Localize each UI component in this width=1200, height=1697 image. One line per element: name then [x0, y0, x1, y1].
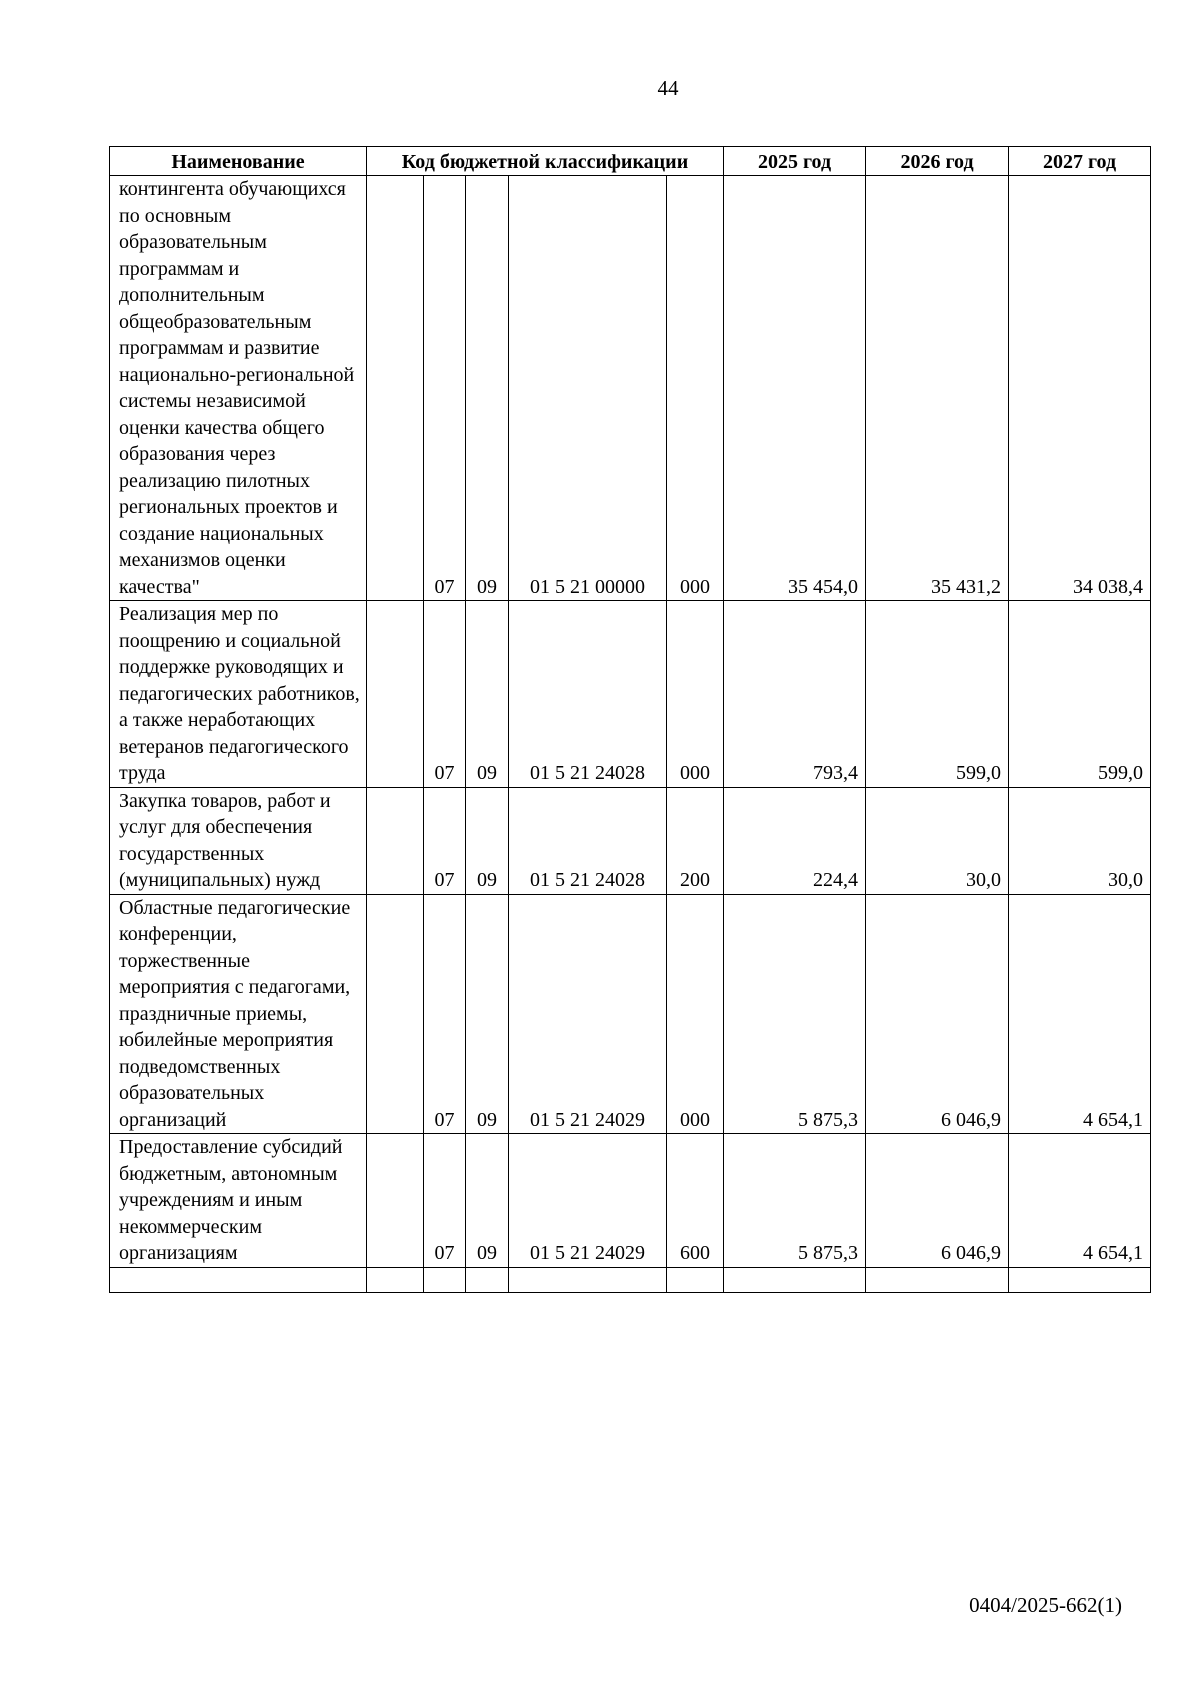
code-part-1	[367, 894, 424, 1134]
code-expense-type: 200	[667, 787, 724, 894]
value-2025: 35 454,0	[724, 176, 866, 601]
table-row	[110, 894, 1151, 1134]
empty-cell	[1009, 1267, 1151, 1292]
value-2027: 4 654,1	[1009, 1134, 1151, 1268]
value-2025: 5 875,3	[724, 894, 866, 1134]
table-row	[110, 176, 1151, 601]
code-section: 07	[424, 1134, 466, 1268]
value-2026: 599,0	[866, 601, 1009, 788]
code-section: 07	[424, 894, 466, 1134]
code-section: 07	[424, 601, 466, 788]
code-subsection: 09	[466, 601, 509, 788]
code-part-1	[367, 176, 424, 601]
value-2025: 5 875,3	[724, 1134, 866, 1268]
empty-cell	[667, 1267, 724, 1292]
header-name: Наименование	[110, 147, 367, 176]
empty-cell	[424, 1267, 466, 1292]
table-row	[110, 601, 1151, 788]
row-name: Закупка товаров, работ и услуг для обеспечения государственных (муниципальных) нужд	[110, 787, 367, 894]
value-2026: 6 046,9	[866, 894, 1009, 1134]
code-target-article: 01 5 21 24029	[509, 1134, 667, 1268]
code-subsection: 09	[466, 894, 509, 1134]
value-2025: 224,4	[724, 787, 866, 894]
empty-cell	[509, 1267, 667, 1292]
empty-cell	[466, 1267, 509, 1292]
code-part-1	[367, 787, 424, 894]
code-section: 07	[424, 787, 466, 894]
budget-table	[109, 146, 1151, 1293]
code-subsection: 09	[466, 1134, 509, 1268]
code-target-article: 01 5 21 24028	[509, 787, 667, 894]
header-budget-code: Код бюджетной классификации	[367, 147, 724, 176]
empty-cell	[110, 1267, 367, 1292]
row-name: Реализация мер по поощрению и социальной поддержке руководящих и педагогических работников, а также неработающих ветеранов педагогического труда	[110, 601, 367, 788]
code-target-article: 01 5 21 24028	[509, 601, 667, 788]
page-number: 44	[657, 76, 679, 100]
document-code: 0404/2025-662(1)	[969, 1593, 1122, 1617]
row-name: контингента обучающихся по основным образовательным программам и дополнительным общеобразовательным программам и развитие национально-региональной системы независимой оценки качества общего образования через реализацию пилотных региональных проектов и создание национальных механизмов оценки качества"	[110, 176, 367, 601]
value-2026: 35 431,2	[866, 176, 1009, 601]
table-row	[110, 787, 1151, 894]
code-target-article: 01 5 21 24029	[509, 894, 667, 1134]
code-subsection: 09	[466, 176, 509, 601]
header-year-2026: 2026 год	[866, 147, 1009, 176]
value-2027: 4 654,1	[1009, 894, 1151, 1134]
value-2026: 30,0	[866, 787, 1009, 894]
code-expense-type: 600	[667, 1134, 724, 1268]
code-section: 07	[424, 176, 466, 601]
header-year-2025: 2025 год	[724, 147, 866, 176]
code-expense-type: 000	[667, 176, 724, 601]
code-part-1	[367, 601, 424, 788]
value-2027: 34 038,4	[1009, 176, 1151, 601]
value-2027: 599,0	[1009, 601, 1151, 788]
empty-table-row	[110, 1267, 1151, 1292]
code-part-1	[367, 1134, 424, 1268]
value-2027: 30,0	[1009, 787, 1151, 894]
code-target-article: 01 5 21 00000	[509, 176, 667, 601]
table-header-row	[110, 147, 1151, 176]
code-subsection: 09	[466, 787, 509, 894]
empty-cell	[866, 1267, 1009, 1292]
value-2025: 793,4	[724, 601, 866, 788]
empty-cell	[724, 1267, 866, 1292]
value-2026: 6 046,9	[866, 1134, 1009, 1268]
header-year-2027: 2027 год	[1009, 147, 1151, 176]
empty-cell	[367, 1267, 424, 1292]
code-expense-type: 000	[667, 601, 724, 788]
row-name: Предоставление субсидий бюджетным, автономным учреждениям и иным некоммерческим организациям	[110, 1134, 367, 1268]
row-name: Областные педагогические конференции, торжественные мероприятия с педагогами, праздничные приемы, юбилейные мероприятия подведомственных образовательных организаций	[110, 894, 367, 1134]
code-expense-type: 000	[667, 894, 724, 1134]
table-row	[110, 1134, 1151, 1268]
